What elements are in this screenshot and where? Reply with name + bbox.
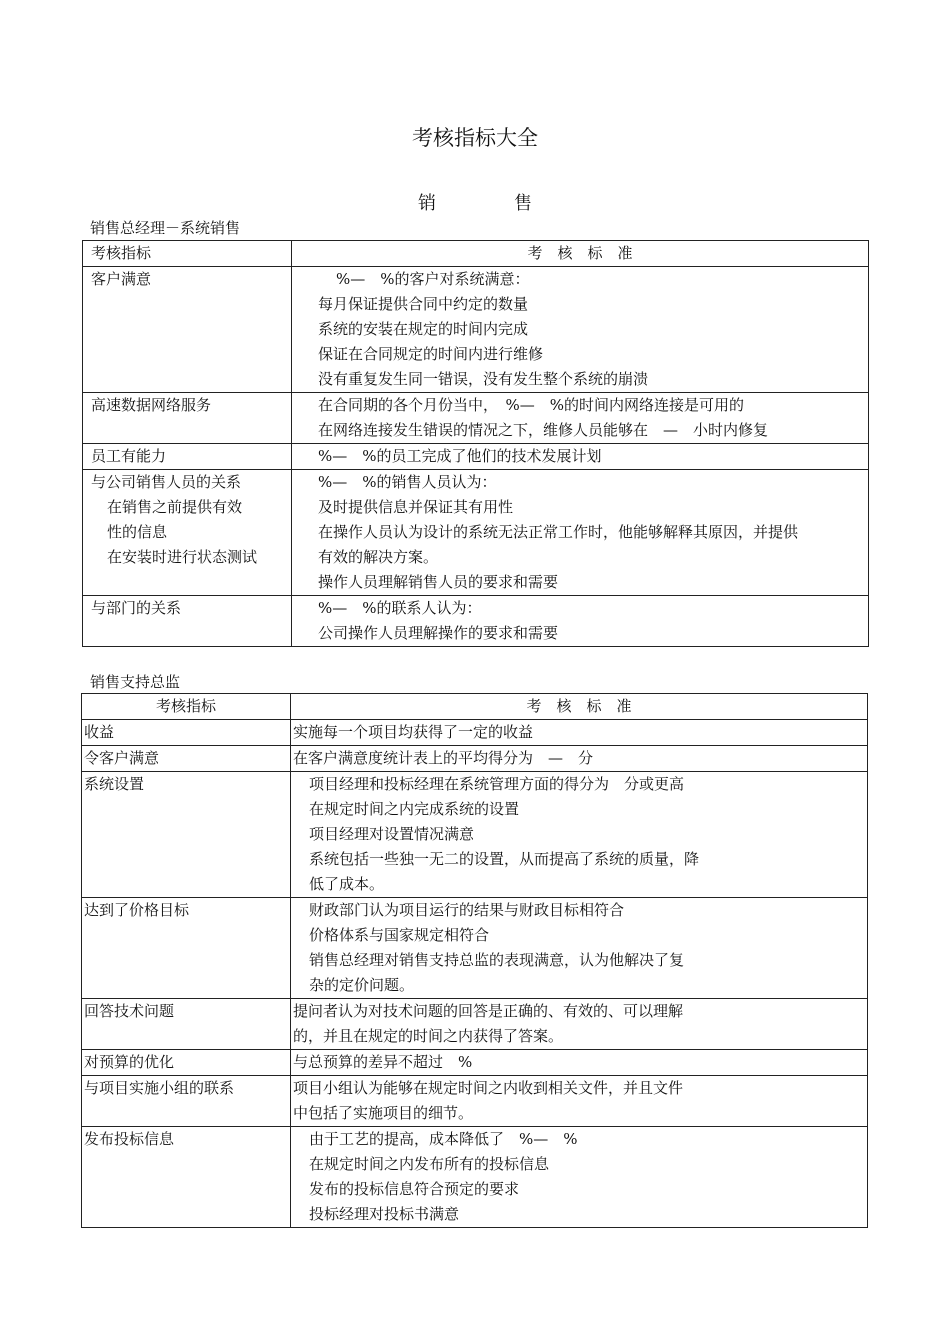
table-row [82,772,868,898]
header-standard-cell [292,241,869,267]
indicator-cell [82,1076,291,1127]
header-row [83,241,869,267]
table-row [82,898,868,999]
standard-text: %— %的客户对系统满意： [336,270,530,288]
indicator-cell [82,720,291,746]
table-row [82,1076,868,1127]
indicator-text: 在安装时进行状态测试 [107,548,258,566]
standard-text: 提问者认为对技术问题的回答是正确的、有效的、可以理解 [293,1002,684,1020]
standard-cell [291,898,868,999]
indicator-cell [83,393,292,444]
indicator-text: 高速数据网络服务 [91,396,212,414]
standard-cell [292,267,869,393]
standard-text: 低了成本。 [309,875,385,893]
standard-text: 在网络连接发生错误的情况之下，维修人员能够在 — 小时内修复 [318,421,769,439]
standard-text: 财政部门认为项目运行的结果与财政目标相符合 [309,901,625,919]
standard-text: 投标经理对投标书满意 [309,1205,460,1223]
table2-sales-support [81,693,868,1228]
indicator-text: 发布投标信息 [84,1130,175,1148]
header-indicator: 考核指标 [91,244,152,262]
table1-caption: 销售总经理－系统销售 [90,219,241,237]
indicator-cell [83,596,292,647]
standard-cell [292,470,869,596]
indicator-text: 回答技术问题 [84,1002,175,1020]
indicator-cell [82,746,291,772]
standard-cell [291,1050,868,1076]
standard-cell [292,393,869,444]
indicator-text: 对预算的优化 [84,1053,175,1071]
standard-text: %— %的员工完成了他们的技术发展计划 [318,447,602,465]
indicator-cell [83,444,292,470]
table-row [82,1127,868,1228]
standard-text: 发布的投标信息符合预定的要求 [309,1180,520,1198]
table-row [82,1050,868,1076]
standard-cell [292,444,869,470]
indicator-text: 在销售之前提供有效 [107,498,243,516]
indicator-text: 员工有能力 [91,447,167,465]
standard-text: 系统包括一些独一无二的设置，从而提高了系统的质量，降 [309,850,700,868]
standard-text: 及时提供信息并保证其有用性 [318,498,514,516]
standard-cell [291,772,868,898]
section-title: 销 售 [418,193,562,214]
standard-cell [291,1076,868,1127]
header-standard: 考 核 标 准 [526,697,632,715]
header-standard: 考 核 标 准 [527,244,633,262]
header-indicator: 考核指标 [155,697,216,715]
standard-text: 与总预算的差异不超过 % [293,1053,473,1071]
standard-cell [291,999,868,1050]
table-row [82,720,868,746]
header-indicator-cell [82,694,291,720]
header-standard-cell [291,694,868,720]
indicator-cell [82,1050,291,1076]
indicator-cell [83,267,292,393]
standard-text: 销售总经理对销售支持总监的表现满意，认为他解决了复 [309,951,685,969]
indicator-cell [83,470,292,596]
standard-text: 系统的安装在规定的时间内完成 [318,320,529,338]
standard-text: 杂的定价问题。 [309,976,415,994]
indicator-cell [82,1127,291,1228]
table-row [82,999,868,1050]
standard-text: 在规定时间之内完成系统的设置 [309,800,520,818]
standard-text: 中包括了实施项目的细节。 [293,1104,474,1122]
indicator-cell [82,772,291,898]
standard-text: 项目小组认为能够在规定时间之内收到相关文件，并且文件 [293,1079,684,1097]
standard-text: 在操作人员认为设计的系统无法正常工作时，他能够解释其原因，并提供 [318,523,799,541]
indicator-text: 令客户满意 [84,749,160,767]
indicator-cell [82,999,291,1050]
table-row [83,393,869,444]
indicator-text: 性的信息 [107,523,168,541]
standard-text: 项目经理对设置情况满意 [309,825,475,843]
standard-cell [291,720,868,746]
table-row [83,470,869,596]
standard-text: 有效的解决方案。 [318,548,439,566]
standard-cell [291,1127,868,1228]
standard-text: 每月保证提供合同中约定的数量 [318,295,529,313]
indicator-text: 与部门的关系 [91,599,182,617]
table-row [82,746,868,772]
standard-text: 操作人员理解销售人员的要求和需要 [318,573,559,591]
standard-text: 实施每一个项目均获得了一定的收益 [293,723,534,741]
standard-text: 没有重复发生同一错误，没有发生整个系统的崩溃 [318,370,649,388]
indicator-text: 系统设置 [84,775,145,793]
table2-caption: 销售支持总监 [90,673,181,691]
indicator-text: 客户满意 [91,270,152,288]
document-title: 考核指标大全 [412,126,538,150]
indicator-text: 与项目实施小组的联系 [84,1079,235,1097]
indicator-text: 与公司销售人员的关系 [91,473,242,491]
standard-cell [292,596,869,647]
table-row [83,596,869,647]
standard-text: 在客户满意度统计表上的平均得分为 — 分 [293,749,594,767]
standard-text: 在规定时间之内发布所有的投标信息 [309,1155,550,1173]
header-row [82,694,868,720]
standard-text: 项目经理和投标经理在系统管理方面的得分为 分或更高 [309,775,685,793]
standard-text: %— %的联系人认为： [318,599,482,617]
table-row [83,444,869,470]
standard-text: %— %的销售人员认为： [318,473,497,491]
table-row [83,267,869,393]
standard-cell [291,746,868,772]
table1-sales-gm [82,240,869,647]
standard-text: 公司操作人员理解操作的要求和需要 [318,624,559,642]
standard-text: 价格体系与国家规定相符合 [309,926,490,944]
standard-text: 在合同期的各个月份当中， %— %的时间内网络连接是可用的 [318,396,745,414]
standard-text: 由于工艺的提高，成本降低了 %— % [309,1130,578,1148]
indicator-text: 收益 [84,723,115,741]
indicator-text: 达到了价格目标 [84,901,190,919]
header-indicator-cell [83,241,292,267]
standard-text: 保证在合同规定的时间内进行维修 [318,345,544,363]
indicator-cell [82,898,291,999]
standard-text: 的，并且在规定的时间之内获得了答案。 [293,1027,564,1045]
